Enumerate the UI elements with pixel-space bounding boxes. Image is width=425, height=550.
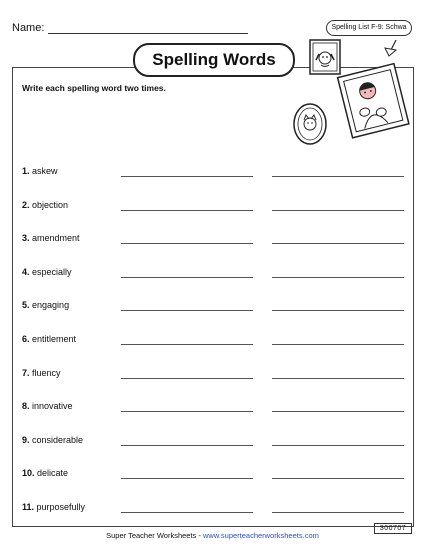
- first-writing-line[interactable]: [121, 512, 253, 513]
- word-number: 5.: [22, 300, 30, 310]
- first-writing-line[interactable]: [121, 176, 253, 177]
- cat-frame-icon: [294, 104, 326, 144]
- word-number: 2.: [22, 200, 30, 210]
- footer: [0, 531, 425, 540]
- name-label: Name:: [12, 22, 45, 34]
- word-row: [22, 233, 80, 247]
- word-row: [22, 502, 85, 516]
- family-frame-icon: [338, 64, 409, 138]
- second-writing-line[interactable]: [272, 277, 404, 278]
- dog-frame-icon: [310, 40, 340, 74]
- first-writing-line[interactable]: [121, 277, 253, 278]
- first-writing-line[interactable]: [121, 344, 253, 345]
- word-row: [22, 200, 68, 214]
- word-number: 7.: [22, 368, 30, 378]
- second-writing-line[interactable]: [272, 310, 404, 311]
- spelling-word: fluency: [32, 368, 61, 378]
- word-row: [22, 267, 72, 281]
- spelling-word: entitlement: [32, 334, 77, 344]
- worksheet-code: 300707: [374, 523, 412, 534]
- spelling-word: askew: [32, 166, 58, 176]
- second-writing-line[interactable]: [272, 210, 404, 211]
- framed-pictures-illustration: [288, 38, 413, 168]
- second-writing-line[interactable]: [272, 243, 404, 244]
- name-line: [48, 33, 248, 34]
- spelling-word: delicate: [37, 468, 69, 478]
- word-number: 11.: [22, 502, 35, 512]
- spelling-word: engaging: [32, 300, 70, 310]
- word-row: [22, 334, 76, 348]
- spelling-word: objection: [32, 200, 69, 210]
- spelling-word: considerable: [32, 435, 84, 445]
- second-writing-line[interactable]: [272, 378, 404, 379]
- first-writing-line[interactable]: [121, 445, 253, 446]
- list-tag: Spelling List F-9: Schwa: [326, 20, 412, 36]
- second-writing-line[interactable]: [272, 176, 404, 177]
- second-writing-line[interactable]: [272, 512, 404, 513]
- footer-separator: -: [196, 531, 203, 540]
- word-number: 3.: [22, 233, 30, 243]
- word-number: 8.: [22, 401, 30, 411]
- footer-url-link[interactable]: www.superteacherworksheets.com: [202, 531, 319, 540]
- spelling-word: innovative: [32, 401, 73, 411]
- word-number: 10.: [22, 468, 35, 478]
- word-row: [22, 300, 69, 314]
- footer-brand: Super Teacher Worksheets: [106, 531, 197, 540]
- word-row: [22, 368, 61, 382]
- second-writing-line[interactable]: [272, 344, 404, 345]
- word-row: [22, 435, 83, 449]
- word-number: 4.: [22, 267, 30, 277]
- word-row: [22, 166, 58, 180]
- name-row: [12, 22, 44, 34]
- first-writing-line[interactable]: [121, 310, 253, 311]
- spelling-word: amendment: [32, 233, 80, 243]
- word-number: 1.: [22, 166, 30, 176]
- first-writing-line[interactable]: [121, 243, 253, 244]
- word-number: 6.: [22, 334, 30, 344]
- spelling-word: especially: [32, 267, 72, 277]
- first-writing-line[interactable]: [121, 378, 253, 379]
- first-writing-line[interactable]: [121, 210, 253, 211]
- word-number: 9.: [22, 435, 30, 445]
- arrow-icon: [385, 40, 396, 56]
- spelling-word: purposefully: [36, 502, 86, 512]
- page-title: Spelling Words: [133, 43, 295, 77]
- word-row: [22, 468, 68, 482]
- first-writing-line[interactable]: [121, 411, 253, 412]
- second-writing-line[interactable]: [272, 478, 404, 479]
- instructions: Write each spelling word two times.: [22, 83, 166, 93]
- second-writing-line[interactable]: [272, 445, 404, 446]
- second-writing-line[interactable]: [272, 411, 404, 412]
- word-row: [22, 401, 73, 415]
- first-writing-line[interactable]: [121, 478, 253, 479]
